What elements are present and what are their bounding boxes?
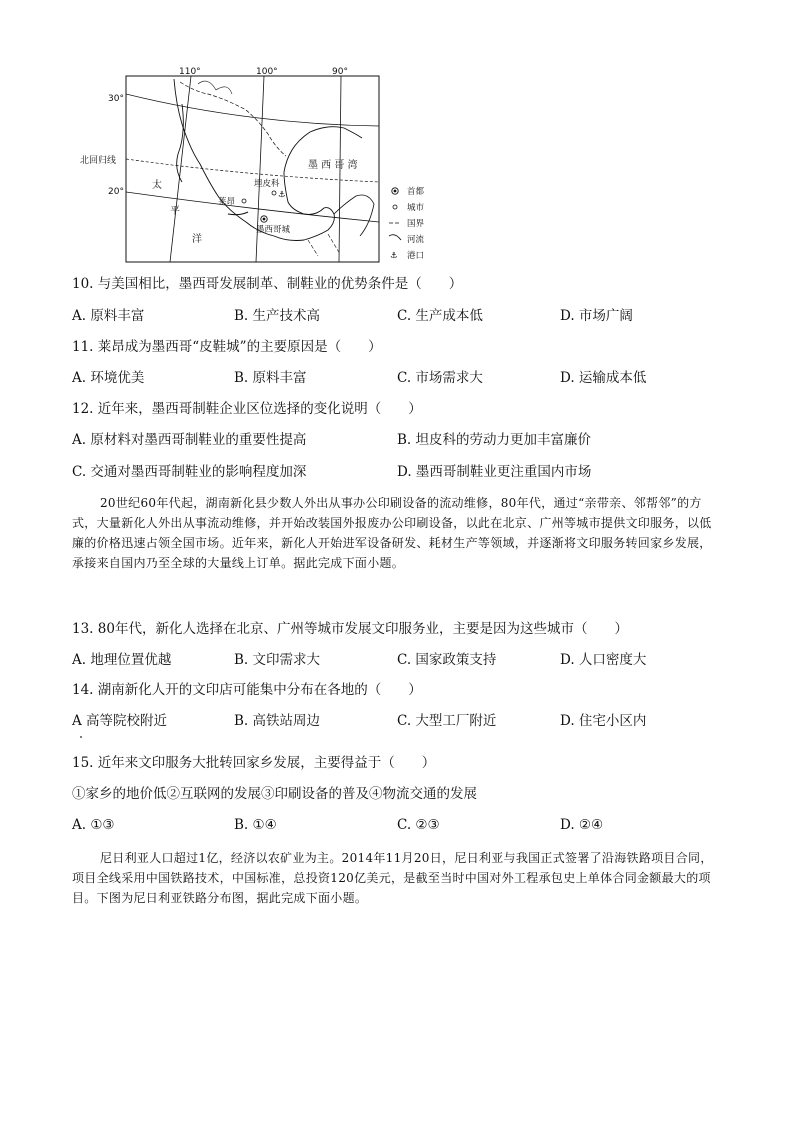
option-b[interactable]: B. ①④ <box>234 817 277 833</box>
option-b[interactable]: B. 坦皮科的劳动力更加丰富廉价 <box>397 432 592 448</box>
option-c[interactable]: C. 交通对墨西哥制鞋业的影响程度加深 <box>72 464 307 480</box>
option-c[interactable]: C. 生产成本低 <box>397 308 483 324</box>
option-b[interactable]: B. 高铁站周边 <box>234 713 321 729</box>
question-14-options <box>72 711 732 731</box>
stray-dot <box>80 736 82 738</box>
question-10-stem: 10. 与美国相比，墨西哥发展制革、制鞋业的优势条件是（ ） <box>72 276 463 292</box>
city-tampico-marker <box>272 191 276 195</box>
legend-port: 港口 <box>407 251 425 261</box>
ocean-char-3: 洋 <box>192 234 202 245</box>
river-lerma <box>228 212 248 215</box>
option-c[interactable]: C. 国家政策支持 <box>397 652 497 668</box>
legend-river-icon <box>389 235 401 240</box>
capital-marker-dot <box>263 218 266 221</box>
question-12-options-row2 <box>72 462 732 482</box>
lat-label-30: 30° <box>108 94 124 104</box>
option-d[interactable]: D. 运输成本低 <box>560 370 647 386</box>
option-a[interactable]: A. 环境优美 <box>72 370 145 386</box>
question-13-options <box>72 650 732 670</box>
option-a[interactable]: A. ①③ <box>72 817 115 833</box>
option-d[interactable]: D. 人口密度大 <box>560 652 647 668</box>
option-d[interactable]: D. 墨西哥制鞋业更注重国内市场 <box>397 464 592 480</box>
lon-label-100: 100° <box>256 67 278 77</box>
option-c[interactable]: C. ②③ <box>397 817 440 833</box>
legend-capital: 首都 <box>407 187 425 197</box>
lat-label-20: 20° <box>108 187 124 197</box>
gulf-of-mexico-label: 墨 西 哥 湾 <box>308 160 358 171</box>
option-a[interactable]: A. 地理位置优越 <box>72 652 172 668</box>
meridian-110 <box>170 76 191 262</box>
lon-label-110: 110° <box>179 67 201 77</box>
legend-city-icon <box>393 205 397 209</box>
legend-city: 城市 <box>407 203 425 213</box>
option-c[interactable]: C. 大型工厂附近 <box>397 713 497 729</box>
question-12-stem: 12. 近年来，墨西哥制鞋企业区位选择的变化说明（ ） <box>72 401 422 417</box>
mexico-map <box>78 64 440 268</box>
question-11-stem: 11. 莱昂成为墨西哥“皮鞋城”的主要原因是（ ） <box>72 339 382 355</box>
lon-label-90: 90° <box>332 67 348 77</box>
option-d[interactable]: D. 市场广阔 <box>560 308 633 324</box>
city-mexico-city-label: 墨西哥城 <box>256 225 291 235</box>
question-13-stem: 13. 80年代，新化人选择在北京、广州等城市发展文印服务业，主要是因为这些城市（ ） <box>72 621 628 637</box>
city-leon-marker <box>242 199 246 203</box>
river-north <box>198 81 232 94</box>
anchor-icon: ⚓ <box>278 190 286 200</box>
question-10-options <box>72 306 732 326</box>
option-d[interactable]: D. 住宅小区内 <box>560 713 647 729</box>
option-a[interactable]: A. 原料丰富 <box>72 308 145 324</box>
ocean-char-1: 太 <box>152 180 162 191</box>
option-b[interactable]: B. 文印需求大 <box>234 652 321 668</box>
tropic-label: 北回归线 <box>80 156 117 166</box>
option-a[interactable]: A 高等院校附近 <box>72 713 168 729</box>
question-15-stem: 15. 近年来文印服务大批转回家乡发展，主要得益于（ ） <box>72 755 436 771</box>
question-11-options <box>72 368 732 388</box>
option-c[interactable]: C. 市场需求大 <box>397 370 483 386</box>
city-leon-label: 莱昂 <box>218 197 236 207</box>
option-b[interactable]: B. 原料丰富 <box>234 370 307 386</box>
question-14-stem: 14. 湖南新化人开的文印店可能集中分布在各地的（ ） <box>72 682 422 698</box>
map-svg <box>78 64 440 268</box>
reading-passage-2: 尼日利亚人口超过1亿，经济以农矿业为主。2014年11月20日，尼日利亚与我国正式签署了沿海铁路项目合同，项目全线采用中国铁路技术，中国标准，总投资120亿美元，是截至当时中国对外工程承包史上单体合同金额最大的项目。下图为尼日利亚铁路分布图，据此完成下面小题。 <box>72 851 713 905</box>
option-a[interactable]: A. 原材料对墨西哥制鞋业的重要性提高 <box>72 432 307 448</box>
legend-river: 河流 <box>407 235 425 245</box>
option-d[interactable]: D. ②④ <box>560 817 604 833</box>
option-b[interactable]: B. 生产技术高 <box>234 308 321 324</box>
question-15-options <box>72 815 732 835</box>
legend-border: 国界 <box>407 219 425 229</box>
reading-passage-1: 20世纪60年代起，湖南新化县少数人外出从事办公印刷设备的流动维修，80年代，通过“亲带亲、邻帮邻”的方式，大量新化人外出从事流动维修，并开始改装国外报废办公印刷设备，以此在北京、广州等城市提供文印服务，以低廉的价格迅速占领全国市场。近年来，新化人开始进军设备研发、耗材生产等领域，并逐渐将文印服务转回家乡发展，承接来自国内乃至全球的大量线上订单。据此完成下面小题。 <box>72 496 712 570</box>
question-15-statements: ①家乡的地价低②互联网的发展③印刷设备的普及④物流交通的发展 <box>72 786 477 802</box>
city-tampico-label: 坦皮科 <box>254 179 280 189</box>
question-12-options-row1 <box>72 430 732 450</box>
ocean-char-2: 平 <box>170 206 180 217</box>
legend-port-icon: ⚓ <box>390 251 398 261</box>
